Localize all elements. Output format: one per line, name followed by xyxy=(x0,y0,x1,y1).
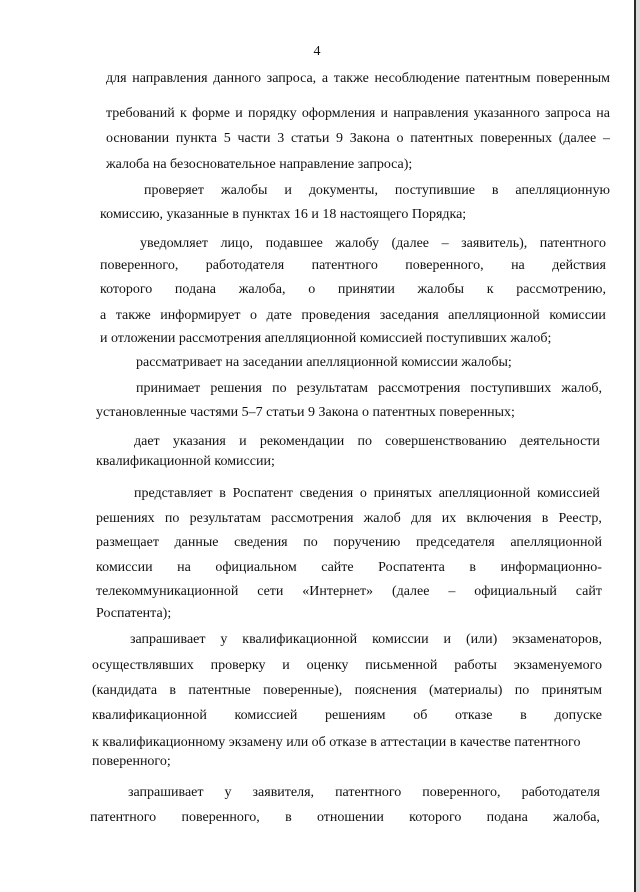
word: в xyxy=(491,183,499,198)
word: требований xyxy=(106,106,175,121)
word: к xyxy=(180,106,187,121)
word: сайт xyxy=(575,584,602,599)
word: жалоб xyxy=(363,511,401,526)
word: а xyxy=(100,308,107,323)
word: работодателя xyxy=(205,258,285,273)
word: апелляционной xyxy=(438,486,531,501)
word: запрашивает xyxy=(130,632,206,647)
word: официальном xyxy=(215,560,297,575)
word: телекоммуникационной xyxy=(96,584,239,599)
word: «Интернет» xyxy=(302,584,374,599)
word: деятельности xyxy=(519,434,600,449)
word: комиссией xyxy=(537,486,600,501)
word: и xyxy=(443,632,452,647)
word: рекомендации xyxy=(259,434,345,449)
word: порядку xyxy=(248,106,297,121)
word: работы xyxy=(454,658,497,673)
word: (далее xyxy=(558,131,597,146)
word: и xyxy=(284,183,292,198)
word: пункта xyxy=(175,131,217,146)
word: – xyxy=(441,236,449,251)
word: включения xyxy=(466,511,532,526)
text-line xyxy=(100,256,606,276)
word: рассмотрению, xyxy=(516,282,606,297)
text-line xyxy=(140,234,606,254)
word: данные xyxy=(174,535,219,550)
text-line xyxy=(92,656,602,676)
word: письменной xyxy=(365,658,438,673)
text-line: к квалификационному экзамену или об отказе в аттестации в качестве патентного xyxy=(92,735,581,750)
word: комиссии xyxy=(549,308,606,323)
word: запроса xyxy=(544,106,591,121)
text-line xyxy=(100,280,606,300)
word: подана xyxy=(486,810,528,825)
word: поверенные), xyxy=(263,683,343,698)
word: запроса, xyxy=(266,71,317,86)
word: допуске xyxy=(554,708,602,723)
word: которого xyxy=(409,810,462,825)
text-line xyxy=(96,533,602,553)
word: и xyxy=(235,106,243,121)
word: по xyxy=(357,434,372,449)
word: патентного xyxy=(311,258,378,273)
word: патентным xyxy=(465,71,531,86)
word: документы, xyxy=(308,183,378,198)
word: в xyxy=(219,486,226,501)
word: – xyxy=(448,584,456,599)
word: комиссии xyxy=(96,560,153,575)
word: данного xyxy=(213,71,261,86)
word: апелляционной xyxy=(448,308,540,323)
word: поверенного, xyxy=(181,810,260,825)
word: пояснения xyxy=(354,683,417,698)
word: комиссией xyxy=(234,708,298,723)
word: комиссии xyxy=(372,632,429,647)
word: дате xyxy=(266,308,292,323)
word: рассмотрения xyxy=(271,511,354,526)
word: поступившие xyxy=(394,183,475,198)
word: оформления xyxy=(301,106,376,121)
word: по xyxy=(514,683,530,698)
word: Реестр, xyxy=(558,511,602,526)
word: информирует xyxy=(160,308,241,323)
word: для xyxy=(410,511,432,526)
text-line xyxy=(128,783,600,803)
text-line: и отложении рассмотрения апелляционной комиссией поступивших жалоб; xyxy=(100,331,552,346)
word: действия xyxy=(552,258,606,273)
word: по xyxy=(164,511,180,526)
word: статьи xyxy=(290,131,330,146)
word: форме xyxy=(192,106,230,121)
word: Закона xyxy=(349,131,390,146)
word: патентного xyxy=(90,810,157,825)
word: решениям xyxy=(325,708,386,723)
word: (далее xyxy=(391,584,430,599)
word: по xyxy=(272,381,287,396)
word: на xyxy=(177,560,191,575)
word: заявитель), xyxy=(461,236,528,251)
text-line xyxy=(134,432,600,452)
word: сведения xyxy=(299,486,354,501)
word: представляет xyxy=(134,486,213,501)
text-line: Роспатента); xyxy=(96,606,172,621)
word: лицо, xyxy=(220,236,254,251)
word: жалоба, xyxy=(238,282,286,297)
word: в xyxy=(169,683,177,698)
word: которого xyxy=(100,282,153,297)
word: для xyxy=(106,71,127,86)
text-line xyxy=(92,706,602,726)
word: патентного xyxy=(539,236,606,251)
word: патентные xyxy=(188,683,251,698)
text-line xyxy=(136,379,602,399)
word: запрашивает xyxy=(128,785,204,800)
word: несоблюдение xyxy=(374,71,460,86)
text-line: установленные частями 5–7 статьи 9 Закона о патентных поверенных; xyxy=(96,405,515,420)
text-line: квалификационной комиссии; xyxy=(96,454,275,469)
word: официальный xyxy=(474,584,557,599)
word: решения xyxy=(210,381,262,396)
word: квалификационной xyxy=(242,632,358,647)
text-line xyxy=(96,582,602,602)
word: их xyxy=(441,511,457,526)
word: также xyxy=(115,308,151,323)
word: проведения xyxy=(301,308,371,323)
word: у xyxy=(220,632,228,647)
word: патентного xyxy=(335,785,402,800)
word: принятым xyxy=(541,683,602,698)
word: результатам xyxy=(296,381,369,396)
word: в xyxy=(520,708,527,723)
word: указания xyxy=(172,434,226,449)
text-line xyxy=(100,306,606,326)
word: основании xyxy=(106,131,170,146)
word: 3 xyxy=(277,131,285,146)
text-line: комиссию, указанные в пунктах 16 и 18 настоящего Порядка; xyxy=(100,207,467,222)
word: жалоб, xyxy=(561,381,602,396)
word: 9 xyxy=(336,131,344,146)
word: и xyxy=(239,434,247,449)
text-line xyxy=(92,681,602,701)
text-line xyxy=(96,558,602,578)
word: (или) xyxy=(465,632,498,647)
text-line xyxy=(106,69,610,89)
word: подана xyxy=(174,282,217,297)
word: сайте xyxy=(321,560,354,575)
word: отношении xyxy=(316,810,384,825)
word: жалоба, xyxy=(553,810,600,825)
word: жалобу xyxy=(335,236,379,251)
word: указанного xyxy=(473,106,540,121)
word: подавшее xyxy=(265,236,323,251)
word: квалификационной xyxy=(92,708,207,723)
word: и xyxy=(380,106,389,121)
word: размещает xyxy=(96,535,159,550)
word: (кандидата xyxy=(92,683,158,698)
word: результатам xyxy=(189,511,261,526)
word: информационно- xyxy=(500,560,602,575)
word: принятых xyxy=(373,486,433,501)
word: работодателя xyxy=(521,785,600,800)
word: поверенных xyxy=(480,131,552,146)
word: Роспатента xyxy=(378,560,445,575)
word: совершенствованию xyxy=(385,434,507,449)
word: принимает xyxy=(136,381,201,396)
word: поверенным xyxy=(536,71,610,86)
word: жалобы xyxy=(220,183,268,198)
word: председателя xyxy=(415,535,495,550)
word: отказе xyxy=(455,708,493,723)
word: поручению xyxy=(333,535,401,550)
text-line: поверенного; xyxy=(92,754,171,769)
word: сети xyxy=(257,584,284,599)
word: о xyxy=(308,282,316,297)
word: решениях xyxy=(96,511,155,526)
word: проверку xyxy=(210,658,266,673)
word: апелляционную xyxy=(515,183,610,198)
word: оценку xyxy=(306,658,349,673)
text-line: рассматривает на заседании апелляционной комиссии жалобы; xyxy=(136,355,512,370)
word: апелляционной xyxy=(510,535,602,550)
word: об xyxy=(413,708,428,723)
text-line: жалоба на безосновательное направление запроса); xyxy=(106,157,413,172)
word: уведомляет xyxy=(140,236,209,251)
word: – xyxy=(602,131,610,146)
text-line xyxy=(134,484,600,504)
word: к xyxy=(486,282,494,297)
word: жалобы xyxy=(417,282,465,297)
word: поверенного, xyxy=(405,258,484,273)
word: Роспатент xyxy=(232,486,293,501)
word: заседания xyxy=(379,308,439,323)
word: заявителя, xyxy=(252,785,315,800)
text-line xyxy=(144,181,610,201)
word: по xyxy=(303,535,318,550)
word: (далее xyxy=(391,236,430,251)
word: патентных xyxy=(410,131,474,146)
word: у xyxy=(224,785,232,800)
word: проверяет xyxy=(144,183,205,198)
word: а xyxy=(321,71,329,86)
word: в xyxy=(541,511,549,526)
text-line xyxy=(106,129,610,149)
page-number: 4 xyxy=(313,44,321,59)
word: сведения xyxy=(234,535,288,550)
word: части xyxy=(237,131,271,146)
text-line xyxy=(90,808,600,828)
word: о xyxy=(396,131,404,146)
word: в xyxy=(285,810,292,825)
word: направления xyxy=(132,71,208,86)
word: о xyxy=(359,486,367,501)
text-line xyxy=(130,630,602,650)
word: на xyxy=(511,258,525,273)
word: также xyxy=(333,71,369,86)
word: поверенного, xyxy=(422,785,501,800)
word: дает xyxy=(134,434,160,449)
text-line xyxy=(106,104,610,124)
word: принятии xyxy=(337,282,395,297)
text-line xyxy=(96,509,602,529)
word: рассмотрения xyxy=(378,381,461,396)
word: поступивших xyxy=(470,381,552,396)
word: в xyxy=(469,560,476,575)
word: (материалы) xyxy=(428,683,503,698)
word: осуществлявших xyxy=(92,658,194,673)
word: экзаменуемого xyxy=(513,658,602,673)
word: о xyxy=(250,308,257,323)
word: 5 xyxy=(223,131,231,146)
word: экзаменаторов, xyxy=(512,632,602,647)
word: поверенного, xyxy=(100,258,179,273)
word: на xyxy=(596,106,610,121)
word: и xyxy=(282,658,290,673)
word: направления xyxy=(393,106,469,121)
